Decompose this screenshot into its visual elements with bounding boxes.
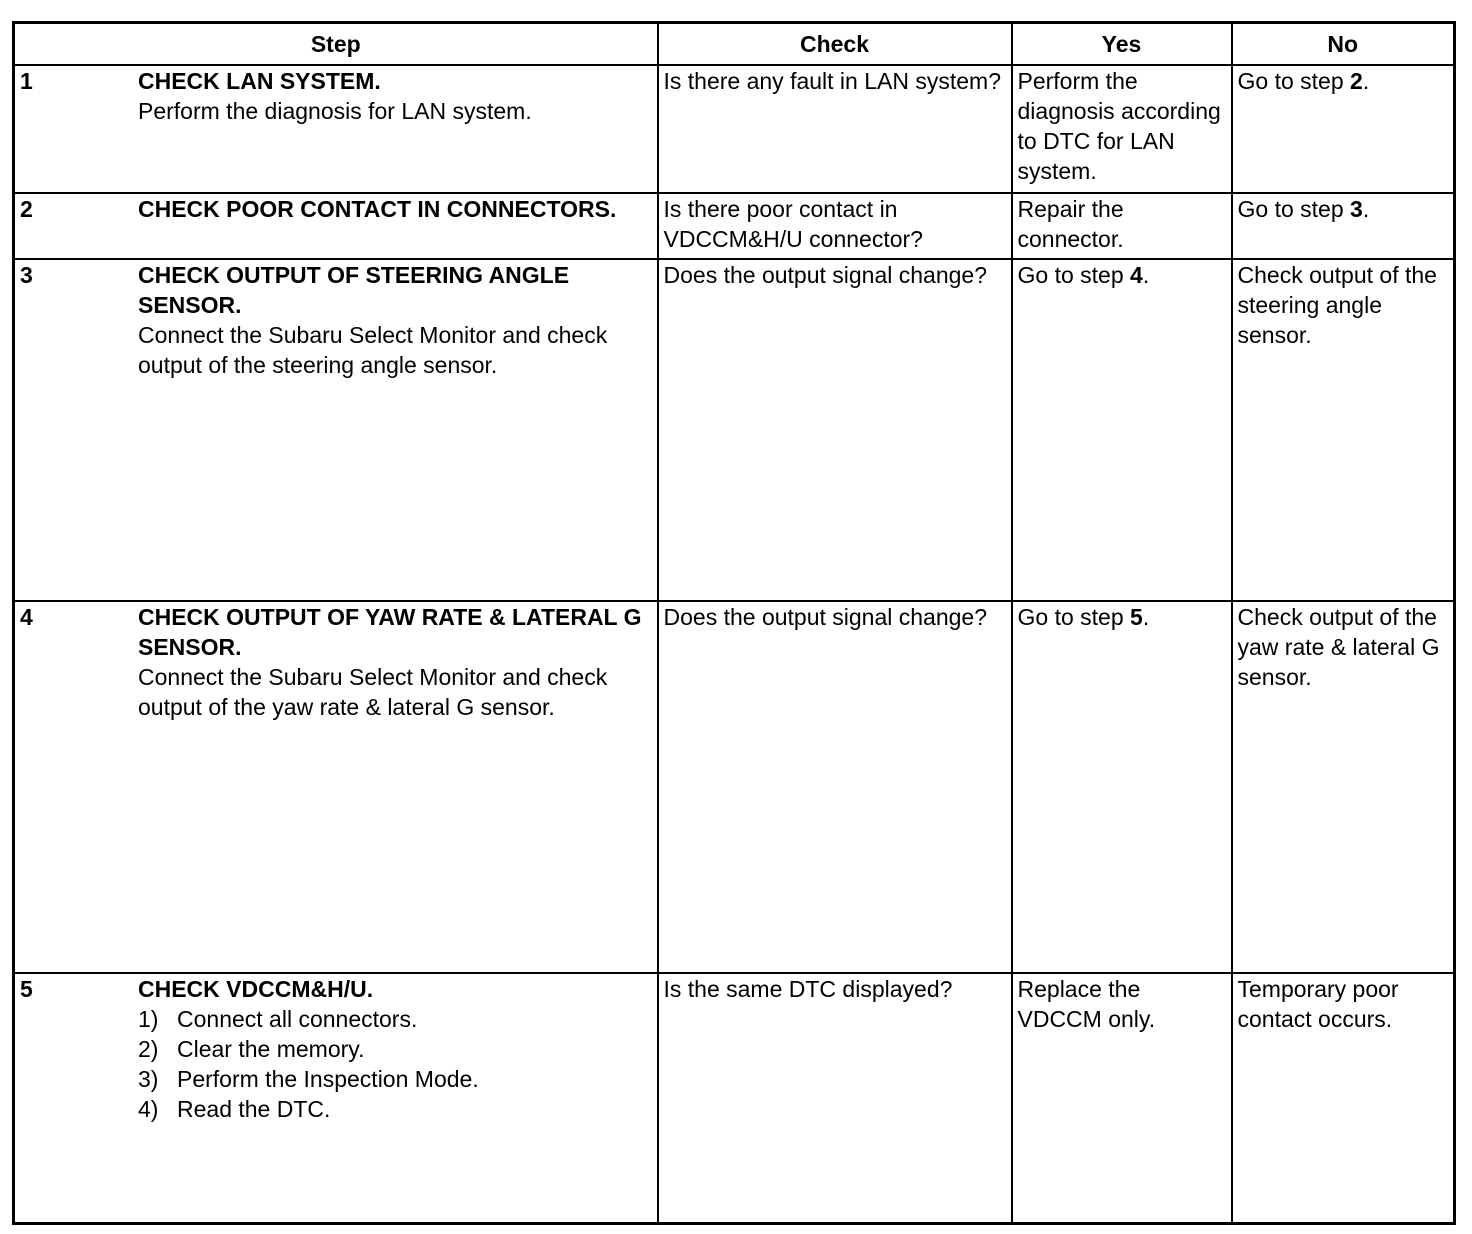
step-cell	[14, 973, 658, 1224]
list-item	[138, 1004, 653, 1034]
step-cell	[14, 259, 658, 601]
diagnostic-procedure-table	[12, 21, 1456, 1225]
step-description: Connect the Subaru Select Monitor and check output of the steering angle sensor.	[138, 322, 608, 378]
no-cell: Check output of the yaw rate & lateral G sensor.	[1232, 601, 1455, 973]
yes-punct: .	[1142, 262, 1150, 288]
yes-text: Go to step	[1017, 604, 1131, 630]
substep-text: Perform the Inspection Mode.	[177, 1066, 479, 1092]
no-text: Go to step	[1237, 68, 1351, 94]
substep-list	[138, 1004, 653, 1124]
substep-number: 1)	[138, 1006, 159, 1032]
list-item	[138, 1034, 653, 1064]
header-step: Step	[14, 23, 658, 66]
substep-text: Connect all connectors.	[177, 1006, 418, 1032]
no-cell	[1232, 193, 1455, 259]
step-cell	[14, 601, 658, 973]
step-title: CHECK OUTPUT OF STEERING ANGLE SENSOR.	[138, 262, 570, 318]
step-description: Connect the Subaru Select Monitor and check output of the yaw rate & lateral G sensor.	[138, 664, 608, 720]
header-yes: Yes	[1012, 23, 1232, 66]
list-item	[138, 1094, 653, 1124]
no-cell: Check output of the steering angle sensor.	[1232, 259, 1455, 601]
step-title: CHECK POOR CONTACT IN CONNECTORS.	[138, 196, 617, 222]
step-number: 1	[20, 68, 33, 94]
table-header-row	[14, 23, 1455, 66]
check-cell: Is there poor contact in VDCCM&H/U connector?	[658, 193, 1012, 259]
check-cell: Does the output signal change?	[658, 601, 1012, 973]
substep-number: 2)	[138, 1036, 159, 1062]
step-title: CHECK LAN SYSTEM.	[138, 68, 381, 94]
no-punct: .	[1362, 68, 1370, 94]
substep-number: 4)	[138, 1096, 159, 1122]
no-cell	[1232, 65, 1455, 193]
table-row	[14, 973, 1455, 1224]
yes-cell	[1012, 601, 1232, 973]
header-check: Check	[658, 23, 1012, 66]
step-title: CHECK OUTPUT OF YAW RATE & LATERAL G SENSOR.	[138, 604, 642, 660]
no-step-ref: 3	[1350, 196, 1363, 222]
table-row	[14, 601, 1455, 973]
step-cell	[14, 193, 658, 259]
step-title: CHECK VDCCM&H/U.	[138, 976, 374, 1002]
header-no: No	[1232, 23, 1455, 66]
step-number: 3	[20, 262, 33, 288]
check-cell: Is the same DTC displayed?	[658, 973, 1012, 1224]
yes-text: Go to step	[1017, 262, 1131, 288]
check-cell: Is there any fault in LAN system?	[658, 65, 1012, 193]
no-text: Go to step	[1237, 196, 1351, 222]
table-row	[14, 65, 1455, 193]
yes-cell: Replace the VDCCM only.	[1012, 973, 1232, 1224]
table-row	[14, 193, 1455, 259]
yes-punct: .	[1142, 604, 1150, 630]
substep-text: Read the DTC.	[177, 1096, 331, 1122]
substep-number: 3)	[138, 1066, 159, 1092]
step-number: 2	[20, 196, 33, 222]
yes-step-ref: 5	[1130, 604, 1143, 630]
step-number: 4	[20, 604, 33, 630]
no-step-ref: 2	[1350, 68, 1363, 94]
yes-step-ref: 4	[1130, 262, 1143, 288]
yes-cell: Repair the connector.	[1012, 193, 1232, 259]
step-number: 5	[20, 976, 33, 1002]
check-cell: Does the output signal change?	[658, 259, 1012, 601]
yes-cell: Perform the diagnosis according to DTC for LAN system.	[1012, 65, 1232, 193]
step-description: Perform the diagnosis for LAN system.	[138, 98, 532, 124]
no-cell: Temporary poor contact occurs.	[1232, 973, 1455, 1224]
substep-text: Clear the memory.	[177, 1036, 365, 1062]
no-punct: .	[1362, 196, 1370, 222]
step-cell	[14, 65, 658, 193]
list-item	[138, 1064, 653, 1094]
table-row	[14, 259, 1455, 601]
yes-cell	[1012, 259, 1232, 601]
